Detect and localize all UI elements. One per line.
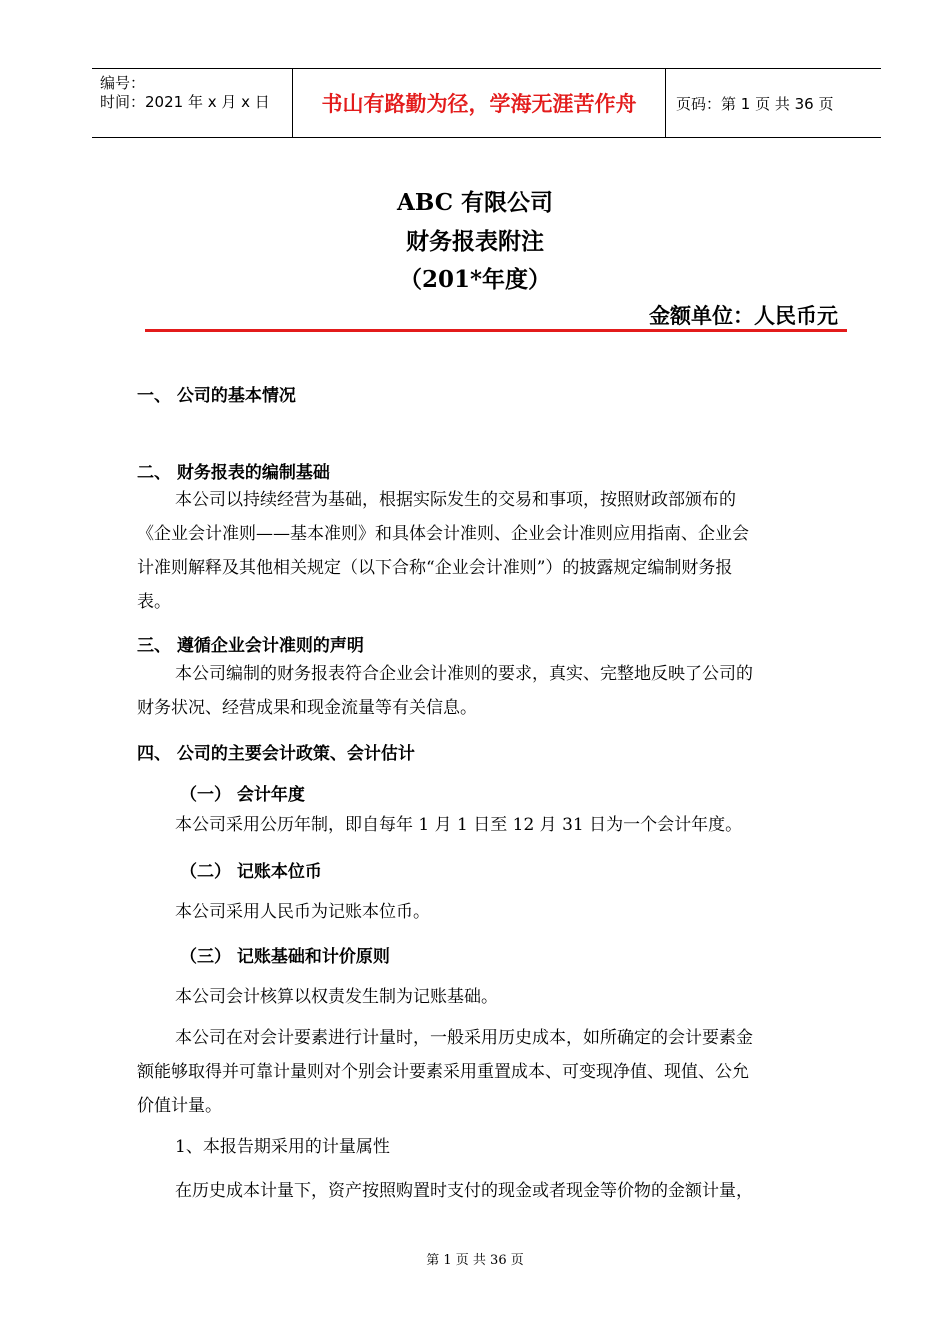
paragraph-line: 在历史成本计量下，资产按照购置时支付的现金或者现金等价物的金额计量， bbox=[175, 1181, 753, 1201]
measurement-paragraph bbox=[137, 1021, 837, 1123]
paragraph-line: 额能够取得并可靠计量则对个别会计要素采用重置成本、可变现净值、现值、公允 bbox=[137, 1062, 749, 1082]
paragraph-line: 本公司在对会计要素进行计量时，一般采用历史成本，如所确定的会计要素金 bbox=[175, 1028, 753, 1048]
item-1-paragraph bbox=[137, 1174, 837, 1208]
section-1-heading: 一、 公司的基本情况 bbox=[137, 386, 296, 406]
header-page-info: 页码：第 1 页 共 36 页 bbox=[676, 94, 834, 113]
subsection-2-heading: （二） 记账本位币 bbox=[180, 862, 322, 882]
section-2-paragraph bbox=[137, 483, 837, 619]
subsection-3-heading: （三） 记账基础和计价原则 bbox=[180, 947, 390, 967]
paragraph-line: 本公司会计核算以权责发生制为记账基础。 bbox=[175, 987, 498, 1007]
paragraph-line: 财务状况、经营成果和现金流量等有关信息。 bbox=[137, 698, 477, 718]
document-title: 财务报表附注 bbox=[406, 228, 544, 255]
year-title: （201*年度） bbox=[398, 266, 552, 293]
section-4-heading: 四、 公司的主要会计政策、会计估计 bbox=[137, 744, 415, 764]
subsection-1-paragraph bbox=[137, 808, 837, 842]
item-1-heading bbox=[137, 1130, 837, 1164]
currency-unit: 金额单位：人民币元 bbox=[649, 303, 838, 328]
paragraph-line: 《企业会计准则——基本准则》和具体会计准则、企业会计准则应用指南、企业会 bbox=[137, 524, 749, 544]
section-2-heading: 二、 财务报表的编制基础 bbox=[137, 463, 330, 483]
header-motto: 书山有路勤为径，学海无涯苦作舟 bbox=[293, 69, 666, 137]
paragraph-line: 本公司采用人民币为记账本位币。 bbox=[175, 902, 430, 922]
header-meta-cell bbox=[92, 69, 293, 137]
paragraph-line: 表。 bbox=[137, 592, 171, 612]
subsection-2-paragraph bbox=[137, 895, 837, 929]
paragraph-line: 计准则解释及其他相关规定（以下合称“企业会计准则”）的披露规定编制财务报 bbox=[137, 558, 733, 578]
paragraph-line: 价值计量。 bbox=[137, 1096, 222, 1116]
subsection-3-paragraph bbox=[137, 980, 837, 1014]
time-label: 时间：2021 年 x 月 x 日 bbox=[100, 93, 270, 111]
header-table bbox=[92, 68, 881, 138]
paragraph-line: 本公司编制的财务报表符合企业会计准则的要求，真实、完整地反映了公司的 bbox=[175, 664, 753, 684]
page-footer: 第 1 页 共 36 页 bbox=[426, 1253, 524, 1268]
paragraph-line: 1、本报告期采用的计量属性 bbox=[175, 1137, 390, 1157]
title-divider bbox=[145, 329, 847, 332]
section-3-heading: 三、 遵循企业会计准则的声明 bbox=[137, 636, 364, 656]
subsection-1-heading: （一） 会计年度 bbox=[180, 785, 305, 805]
paragraph-line: 本公司以持续经营为基础，根据实际发生的交易和事项，按照财政部颁布的 bbox=[175, 490, 736, 510]
number-label: 编号： bbox=[100, 74, 146, 92]
company-title: ABC 有限公司 bbox=[396, 189, 554, 216]
paragraph-line: 本公司采用公历年制，即自每年 1 月 1 日至 12 月 31 日为一个会计年度。 bbox=[175, 815, 743, 835]
section-3-paragraph bbox=[137, 657, 837, 725]
